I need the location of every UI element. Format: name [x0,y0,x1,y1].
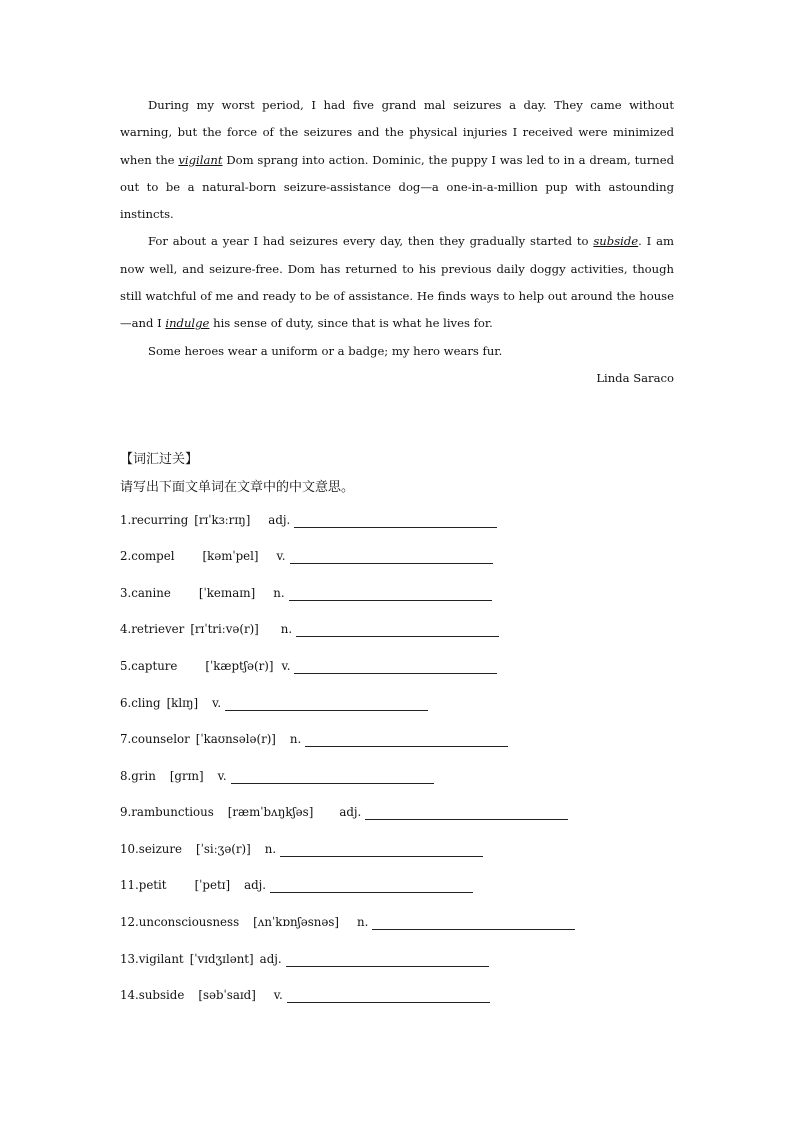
paragraph-text: For about a year I had seizures every day, then they gradually started to [148,234,594,249]
vocab-word: canine [131,586,171,600]
vocab-number: 5. [120,659,132,673]
vocab-word: grin [131,769,156,783]
vocab-section-title: 【词汇过关】 [120,452,199,467]
vocab-word: rambunctious [131,805,214,819]
vocab-phonetic: [ʌnˈkɒnʃəsnəs] [253,915,340,929]
keyword-subside: subside [593,234,639,249]
vocab-pos: n. [273,586,285,600]
answer-blank[interactable] [287,988,490,1003]
vocab-phonetic: [grɪn] [169,769,204,783]
vocab-number: 3. [120,586,132,600]
answer-blank[interactable] [270,878,473,893]
vocab-number: 9. [120,805,132,819]
vocab-item [120,801,568,821]
vocab-number: 11. [120,878,139,892]
vocab-number: 12. [120,915,139,929]
vocab-pos: v. [281,659,291,673]
vocab-number: 8. [120,769,132,783]
vocab-number: 2. [120,549,132,563]
vocab-item [120,948,489,968]
vocab-phonetic: [səbˈsaɪd] [198,988,256,1002]
vocab-phonetic: [ˈkeɪnaɪn] [198,586,256,600]
vocab-item [120,582,492,602]
vocab-phonetic: [ˈkaʊnsələ(r)] [195,732,276,746]
vocab-instruction: 请写出下面文单词在文章中的中文意思。 [120,480,355,495]
paragraph-3: Some heroes wear a uniform or a badge; my hero wears fur. [148,343,503,358]
paragraph-1 [120,92,674,228]
vocab-phonetic: [ˈkæptʃə(r)] [205,659,274,673]
answer-blank[interactable] [294,659,497,674]
answer-blank[interactable] [372,915,575,930]
vocab-item [120,618,499,638]
vocab-word: cling [131,696,161,710]
vocab-pos: n. [280,622,293,636]
vocab-pos: n. [357,915,369,929]
answer-blank[interactable] [289,586,492,601]
author-name: Linda Saraco [596,370,674,385]
answer-blank[interactable] [296,622,499,637]
vocab-pos: adj. [259,952,282,966]
vocab-number: 6. [120,696,132,710]
paragraph-text: Dom sprang into action. Dominic, the puppy I was led to in a dream, turned out to be a natural-born seizure-assistance dog—a one-in-a-million pup with astounding instincts. [120,152,675,222]
answer-blank[interactable] [280,842,483,857]
vocab-number: 7. [120,732,132,746]
keyword-indulge: indulge [165,316,210,331]
vocab-item [120,765,434,785]
paragraph-text: During my worst period, I had five grand mal seizures a day. They came without warning, but the force of the seizures and the physical injuries I received were minimized when the [120,98,674,167]
vocab-phonetic: [ræmˈbʌŋkʃəs] [227,805,314,819]
vocab-number: 13. [120,952,139,966]
vocab-number: 14. [120,988,139,1002]
vocab-pos: v. [212,696,222,710]
reading-passage [120,92,674,392]
vocab-phonetic: [ˈvɪdʒɪlənt] [189,952,254,966]
vocab-word: subside [138,988,185,1002]
paragraph-2 [120,228,674,337]
vocab-phonetic: [ˈpetɪ] [194,878,231,892]
vocab-pos: v. [217,769,227,783]
vocab-number: 1. [120,513,132,527]
answer-blank[interactable] [290,549,493,564]
vocab-pos: v. [273,988,283,1002]
vocab-word: petit [138,878,167,892]
vocab-pos: adj. [244,878,267,892]
vocab-phonetic: [klɪŋ] [166,696,199,710]
vocab-pos: adj. [339,805,362,819]
vocab-item [120,728,508,748]
vocab-item [120,838,483,858]
vocab-word: vigilant [138,952,184,966]
vocab-item [120,984,490,1004]
answer-blank[interactable] [225,696,428,711]
vocab-pos: adj. [268,513,291,527]
answer-blank[interactable] [294,513,497,528]
vocab-word: retriever [131,622,185,636]
answer-blank[interactable] [231,769,434,784]
vocab-phonetic: [kəmˈpel] [202,549,259,563]
vocab-word: compel [131,549,175,563]
answer-blank[interactable] [365,805,568,820]
vocab-pos: v. [276,549,286,563]
answer-blank[interactable] [305,732,508,747]
vocab-item [120,911,575,931]
vocab-item [120,509,497,529]
paragraph-text: . I am now well, and seizure-free. Dom has returned to his previous daily doggy activities, though still watchful of me and ready to be of assistance. He finds ways to help out around the house—and I [120,234,674,331]
answer-blank[interactable] [286,952,489,967]
vocab-number: 4. [120,622,132,636]
vocab-word: capture [131,659,178,673]
vocab-word: recurring [131,513,189,527]
vocab-pos: n. [289,732,302,746]
vocab-word: unconsciousness [138,915,240,929]
vocab-item [120,874,473,894]
vocab-word: counselor [131,732,190,746]
vocab-phonetic: [rɪˈkɜːrɪŋ] [194,513,251,527]
vocab-word: seizure [138,842,183,856]
vocab-item [120,655,497,675]
vocab-phonetic: [rɪˈtriːvə(r)] [190,622,259,636]
keyword-vigilant: vigilant [178,152,223,167]
vocab-phonetic: [ˈsiːʒə(r)] [196,842,251,856]
vocab-item [120,692,428,712]
vocab-pos: n. [264,842,277,856]
vocab-number: 10. [120,842,139,856]
paragraph-text: his sense of duty, since that is what he lives for. [209,316,493,331]
vocab-item [120,545,493,565]
